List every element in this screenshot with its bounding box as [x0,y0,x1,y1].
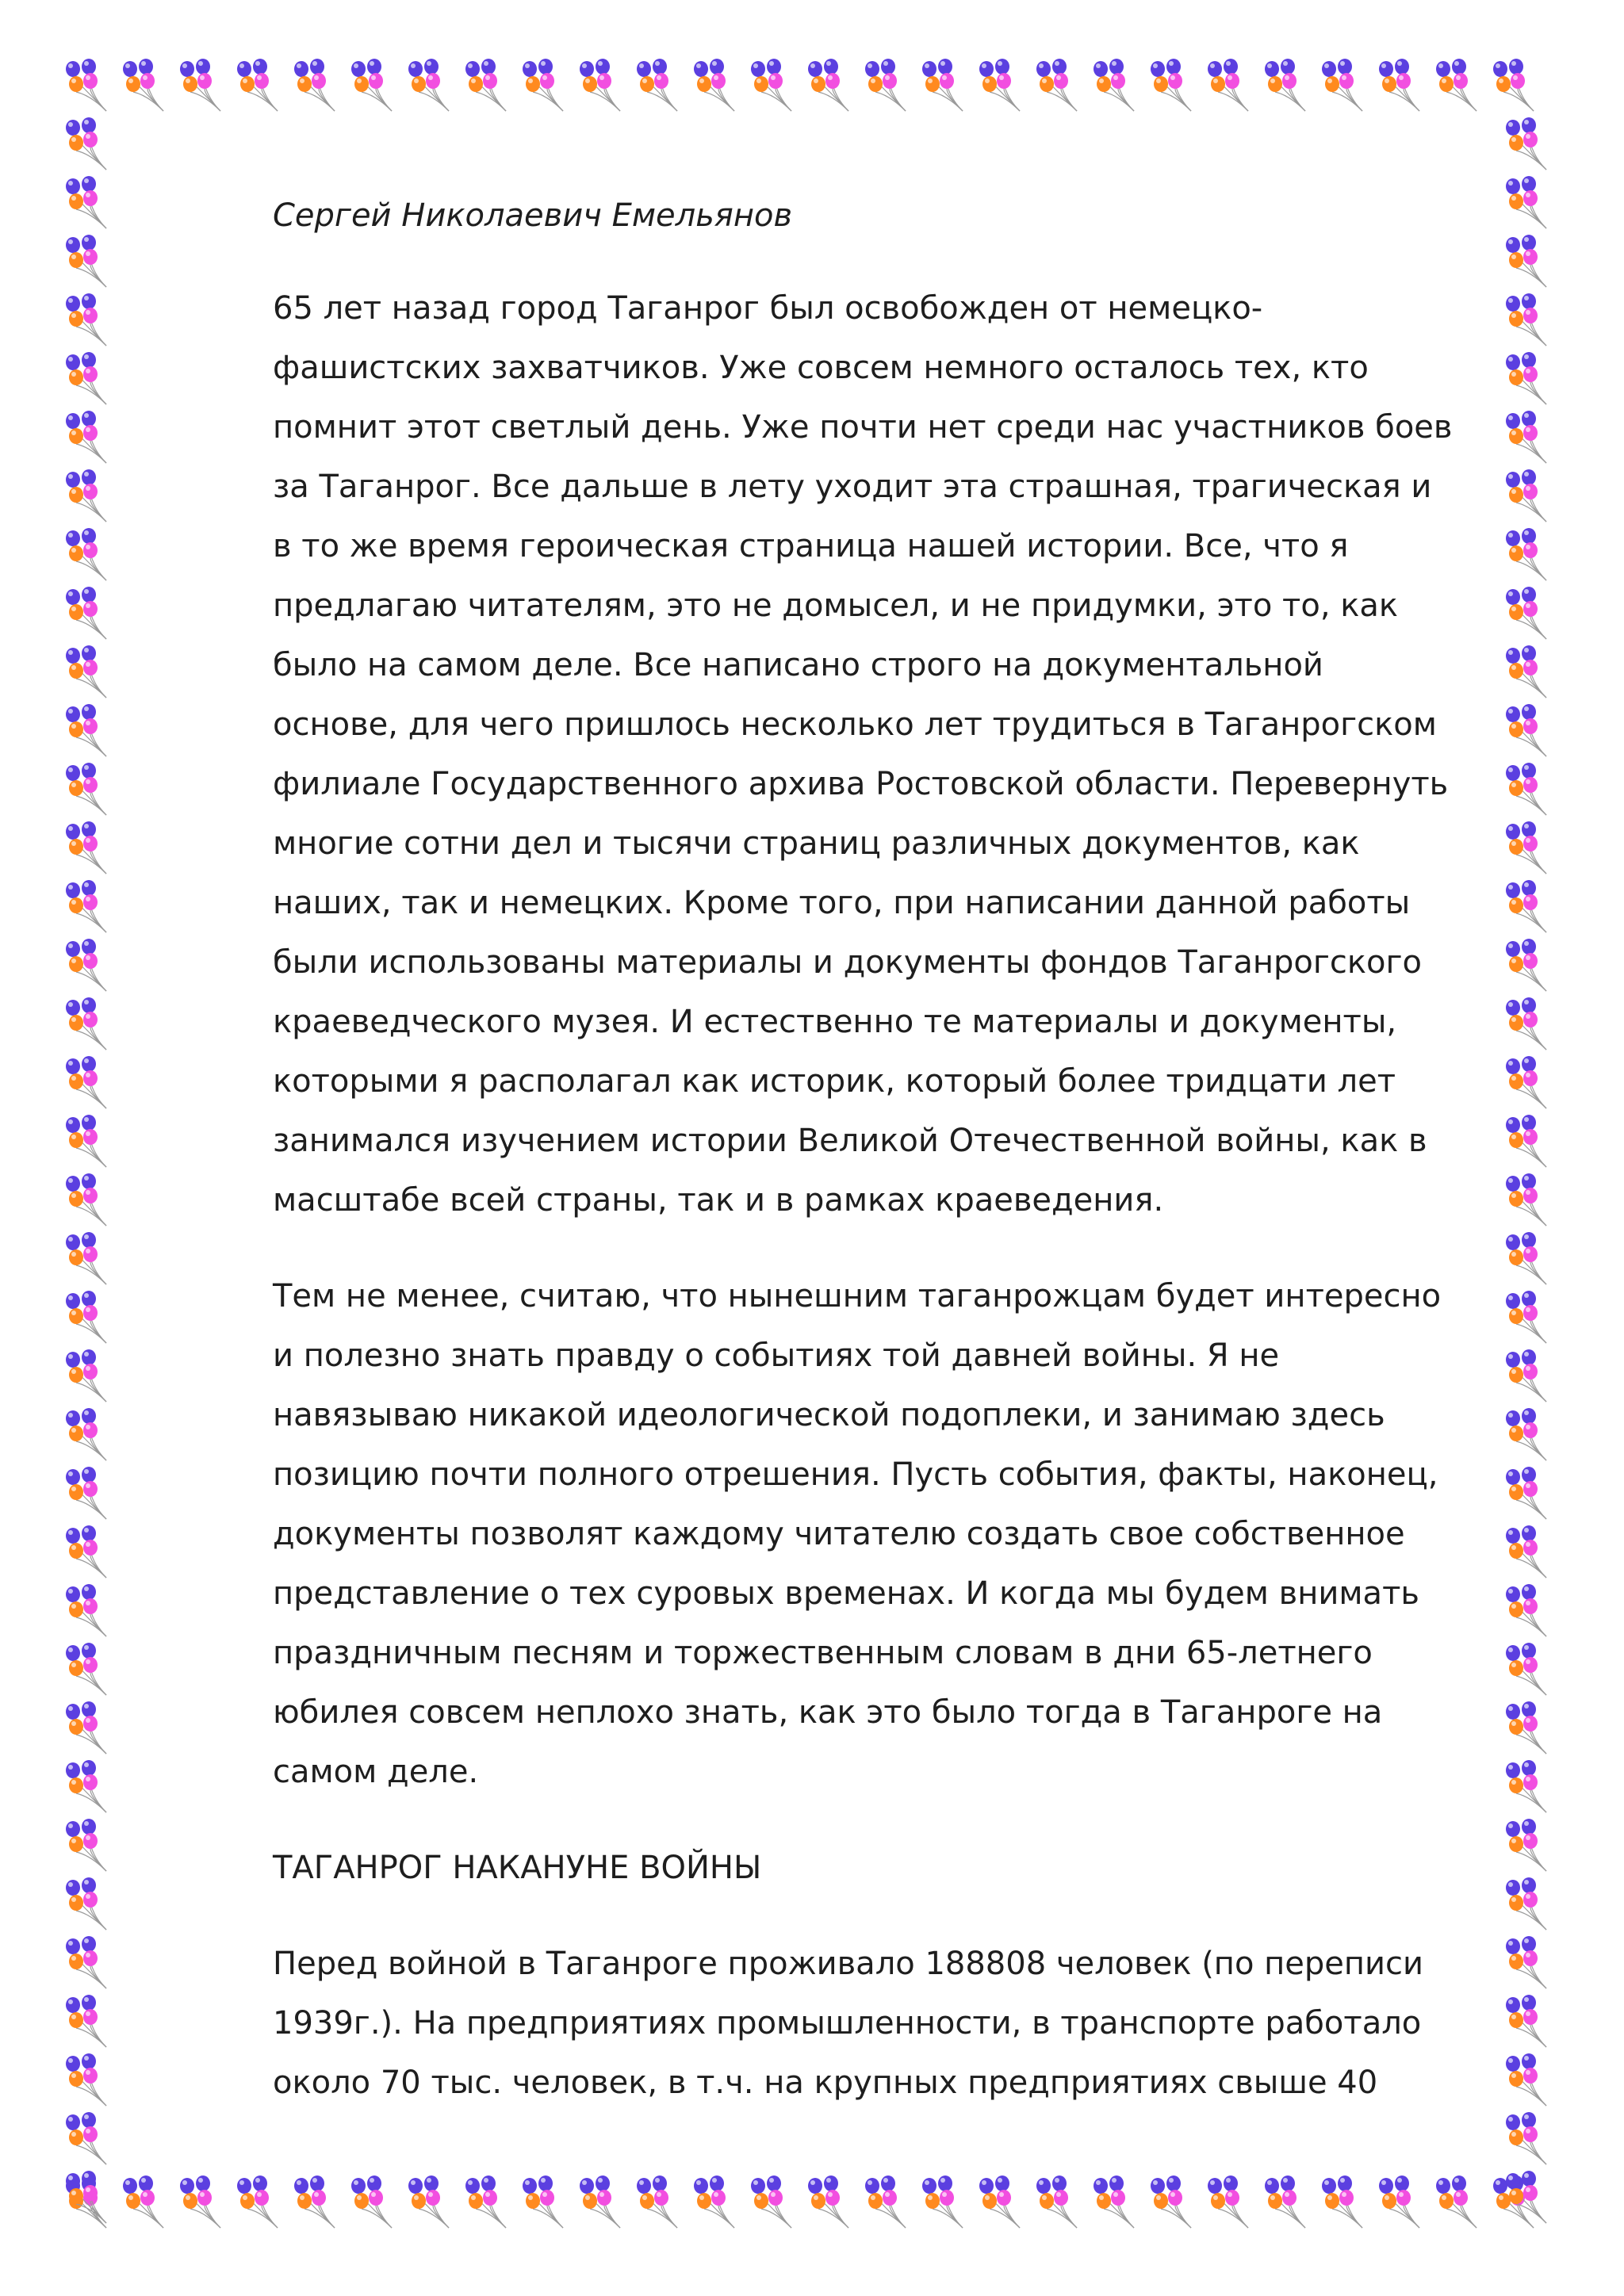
balloon-icon [66,821,106,874]
balloon-icon [1506,1643,1546,1695]
balloon-icon [1436,2175,1477,2228]
balloon-icon [1506,528,1546,580]
balloon-icon [66,1701,106,1754]
balloon-icon [1506,997,1546,1050]
paragraph-2 [273,1267,1478,1802]
balloon-icon [66,997,106,1050]
balloon-icon [1208,2175,1248,2228]
balloon-icon [1436,59,1477,111]
balloon-icon [66,1291,106,1343]
balloon-icon [637,59,677,111]
balloon-icon [66,939,106,991]
balloon-icon [1506,117,1546,170]
balloon-icon [66,1525,106,1578]
paragraph-3 [273,1934,1478,2113]
text-line: самом деле. [273,1754,479,1790]
balloon-icon [1506,1056,1546,1108]
balloon-icon [1151,59,1191,111]
balloon-icon [465,2175,506,2228]
text-line: основе, для чего пришлось несколько лет трудиться в Таганрогском [273,706,1437,743]
balloon-icon [66,1643,106,1695]
balloon-icon [1493,59,1534,111]
balloon-icon [865,2175,906,2228]
text-line: за Таганрог. Все дальше в лету уходит эта страшная, трагическая и [273,469,1432,505]
balloon-icon [294,59,335,111]
section-heading: ТАГАНРОГ НАКАНУНЕ ВОЙНЫ [273,1850,762,1886]
balloon-icon [66,704,106,756]
balloon-icon [294,2175,335,2228]
balloon-icon [66,176,106,228]
balloon-icon [1036,59,1077,111]
balloon-icon [1506,1349,1546,1402]
text-line: позицию почти полного отрешения. Пусть события, факты, наконец, [273,1456,1438,1493]
balloon-icon [465,59,506,111]
balloon-icon [1036,2175,1077,2228]
balloon-icon [66,235,106,287]
balloon-icon [66,352,106,404]
text-line: фашистских захватчиков. Уже совсем немного осталось тех, кто [273,350,1369,386]
balloon-icon [1506,2053,1546,2106]
balloon-icon [922,2175,963,2228]
balloon-icon [979,2175,1020,2228]
balloon-icon [1506,1173,1546,1226]
balloon-icon [66,1408,106,1460]
balloon-icon [523,59,563,111]
balloon-icon [1506,176,1546,228]
balloon-icon [1506,1995,1546,2047]
balloon-icon [66,1349,106,1402]
text-line: помнит этот светлый день. Уже почти нет среди нас участников боев [273,409,1453,446]
balloon-icon [66,763,106,815]
balloon-icon [808,2175,848,2228]
balloon-icon [66,1115,106,1167]
balloon-icon [1506,469,1546,522]
text-line: около 70 тыс. человек, в т.ч. на крупных предприятиях свыше 40 [273,2064,1378,2101]
text-line: в то же время героическая страница нашей истории. Все, что я [273,528,1349,564]
balloon-icon [1506,1291,1546,1343]
balloon-icon [979,59,1020,111]
balloon-icon [637,2175,677,2228]
balloon-icon [751,59,791,111]
balloon-icon [1506,1408,1546,1460]
balloon-icon [1322,2175,1362,2228]
balloon-icon [66,293,106,346]
balloon-icon [1506,645,1546,698]
balloon-icon [1506,1467,1546,1519]
balloon-icon [180,2175,220,2228]
author-name: Сергей Николаевич Емельянов [273,197,793,234]
text-line: предлагаю читателям, это не домысел, и не придумки, это то, как [273,587,1399,624]
balloon-icon [66,1819,106,1871]
balloon-icon [1379,2175,1419,2228]
balloon-icon [123,59,163,111]
text-line: наших, так и немецких. Кроме того, при написании данной работы [273,885,1411,921]
text-line: многие сотни дел и тысячи страниц различных документов, как [273,825,1360,862]
balloon-icon [1506,2171,1546,2223]
balloon-icon [1506,1115,1546,1167]
balloon-icon [1506,1936,1546,1988]
balloon-icon [1506,587,1546,639]
balloon-icon [66,2112,106,2164]
balloon-icon [66,117,106,170]
balloon-icon [1151,2175,1191,2228]
balloon-icon [1506,411,1546,463]
balloon-icon [408,59,449,111]
balloon-icon [66,1584,106,1636]
balloon-icon [694,2175,734,2228]
text-line: 65 лет назад город Таганрог был освобожден от немецко- [273,290,1263,327]
balloon-icon [66,587,106,639]
balloon-icon [66,59,106,111]
balloon-icon [66,2171,106,2223]
balloon-icon [1506,1701,1546,1754]
text-line: 1939г.). На предприятиях промышленности, в транспорте работало [273,2005,1422,2042]
balloon-icon [1506,1760,1546,1812]
balloon-icon [1506,880,1546,932]
balloon-icon [351,2175,392,2228]
balloon-icon [1322,59,1362,111]
text-line: праздничным песням и торжественным словам в дни 65-летнего [273,1635,1373,1671]
balloon-icon [1094,59,1134,111]
text-line: юбилея совсем неплохо знать, как это было тогда в Таганроге на [273,1694,1383,1731]
balloon-icon [1506,939,1546,991]
balloon-icon [66,1995,106,2047]
text-line: Тем не менее, считаю, что нынешним таганрожцам будет интересно [273,1278,1442,1314]
text-line: представление о тех суровых временах. И когда мы будем внимать [273,1575,1419,1612]
balloon-icon [1506,704,1546,756]
balloon-icon [1208,59,1248,111]
balloon-icon [1506,1819,1546,1871]
balloon-icon [1506,763,1546,815]
balloon-icon [351,59,392,111]
balloon-icon [66,2175,106,2228]
balloon-icon [66,645,106,698]
balloon-icon [66,1760,106,1812]
balloon-icon [751,2175,791,2228]
balloon-icon [580,59,620,111]
balloon-icon [1506,821,1546,874]
balloon-icon [1506,293,1546,346]
text-line: навязываю никакой идеологической подоплеки, и занимаю здесь [273,1397,1385,1433]
balloon-icon [865,59,906,111]
text-line: филиале Государственного архива Ростовской области. Перевернуть [273,766,1449,802]
text-line: которыми я располагал как историк, который более тридцати лет [273,1063,1396,1100]
balloon-icon [66,1877,106,1930]
balloon-icon [580,2175,620,2228]
balloon-icon [123,2175,163,2228]
balloon-icon [180,59,220,111]
document-body [273,190,1478,2149]
text-line: документы позволят каждому читателю создать свое собственное [273,1516,1405,1552]
text-line: Перед войной в Таганроге проживало 188808 человек (по переписи [273,1946,1424,1982]
balloon-icon [1506,1232,1546,1284]
balloon-icon [1506,1525,1546,1578]
balloon-icon [66,1173,106,1226]
balloon-icon [66,411,106,463]
text-line: были использованы материалы и документы фондов Таганрогского [273,944,1422,981]
balloon-icon [66,1467,106,1519]
balloon-icon [66,1232,106,1284]
balloon-icon [1265,2175,1305,2228]
balloon-icon [66,1936,106,1988]
paragraph-1 [273,279,1478,1230]
balloon-icon [66,880,106,932]
balloon-icon [808,59,848,111]
balloon-icon [1506,352,1546,404]
balloon-icon [922,59,963,111]
balloon-icon [237,2175,278,2228]
balloon-icon [66,1056,106,1108]
balloon-icon [66,2053,106,2106]
balloon-icon [237,59,278,111]
balloon-icon [694,59,734,111]
balloon-icon [1379,59,1419,111]
balloon-icon [523,2175,563,2228]
balloon-icon [1506,235,1546,287]
text-line: и полезно знать правду о событиях той давней войны. Я не [273,1337,1280,1374]
text-line: краеведческого музея. И естественно те материалы и документы, [273,1004,1397,1040]
balloon-icon [1094,2175,1134,2228]
balloon-icon [1506,2112,1546,2164]
text-line: занимался изучением истории Великой Отечественной войны, как в [273,1123,1427,1159]
balloon-icon [408,2175,449,2228]
text-line: масштабе всей страны, так и в рамках краеведения. [273,1182,1164,1219]
balloon-icon [1506,1877,1546,1930]
balloon-icon [1493,2175,1534,2228]
text-line: было на самом деле. Все написано строго на документальной [273,647,1323,683]
balloon-icon [1265,59,1305,111]
balloon-icon [66,528,106,580]
balloon-icon [66,469,106,522]
balloon-icon [1506,1584,1546,1636]
